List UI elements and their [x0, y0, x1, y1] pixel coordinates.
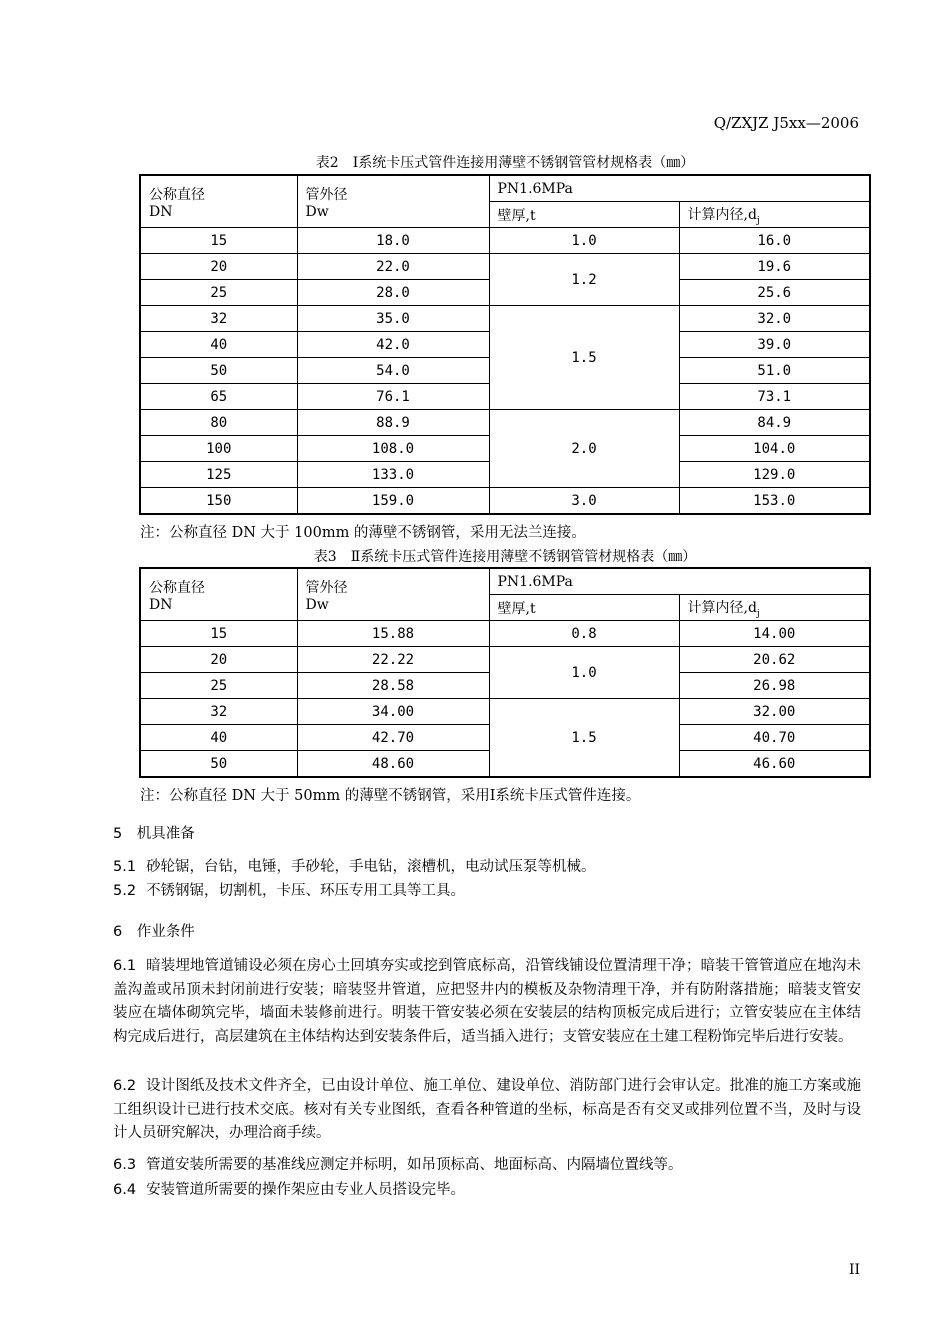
cell-dn: 25	[140, 280, 297, 306]
section5-item-2	[113, 880, 861, 904]
cell-dn: 50	[140, 358, 297, 384]
table-row	[140, 488, 870, 515]
header-dw-line2: Dw	[305, 596, 329, 613]
cell-dw: 35.0	[297, 306, 489, 332]
header-dn	[140, 175, 297, 228]
cell-dw: 22.0	[297, 254, 489, 280]
cell-dw: 34.00	[297, 699, 489, 725]
cell-dn: 20	[140, 254, 297, 280]
cell-t: 0.8	[489, 621, 679, 647]
cell-dj: 14.00	[679, 621, 870, 647]
cell-dj: 16.0	[679, 228, 870, 254]
table3-note: 注：公称直径 DN 大于 50mm 的薄壁不锈钢管，采用Ⅰ系统卡压式管件连接。	[140, 788, 641, 804]
header-pressure: PN1.6MPa	[489, 175, 870, 202]
header-dn	[140, 568, 297, 621]
section6-title: 6 作业条件	[113, 924, 195, 940]
table-row	[140, 699, 870, 725]
table2-caption: 表2 Ⅰ系统卡压式管件连接用薄壁不锈钢管管材规格表（㎜）	[315, 155, 695, 171]
item-number: 5.1	[113, 859, 137, 875]
table3-caption: 表3 Ⅱ系统卡压式管件连接用薄壁不锈钢管管材规格表（㎜）	[313, 549, 697, 565]
table2-note: 注：公称直径 DN 大于 100mm 的薄壁不锈钢管，采用无法兰连接。	[140, 525, 586, 541]
header-inner-diameter	[679, 202, 870, 228]
section5-title: 5 机具准备	[113, 826, 195, 842]
cell-dw: 54.0	[297, 358, 489, 384]
header-inner-diameter-sub: j	[756, 215, 760, 226]
header-dw	[297, 568, 489, 621]
cell-dj: 39.0	[679, 332, 870, 358]
cell-dn: 150	[140, 488, 297, 515]
item-text: 不锈钢锯，切割机，卡压、环压专用工具等工具。	[146, 883, 466, 899]
item-text: 管道安装所需要的基准线应测定并标明，如吊顶标高、地面标高、内隔墙位置线等。	[146, 1157, 683, 1173]
table2	[139, 174, 871, 515]
cell-dj: 84.9	[679, 410, 870, 436]
table3	[139, 567, 871, 778]
cell-dw: 88.9	[297, 410, 489, 436]
header-dn-line2: DN	[149, 596, 173, 613]
item-number: 6.2	[113, 1078, 137, 1094]
cell-dj: 19.6	[679, 254, 870, 280]
cell-dj: 26.98	[679, 673, 870, 699]
header-wall-thickness: 壁厚,t	[489, 595, 679, 621]
item-text: 砂轮锯，台钻，电锤，手砂轮，手电钻，滚槽机，电动试压泵等机械。	[146, 859, 596, 875]
cell-dn: 125	[140, 462, 297, 488]
cell-t: 1.0	[489, 647, 679, 699]
table-row	[140, 647, 870, 673]
cell-dw: 28.58	[297, 673, 489, 699]
cell-dw: 159.0	[297, 488, 489, 515]
cell-dw: 42.0	[297, 332, 489, 358]
cell-t: 2.0	[489, 410, 679, 488]
cell-dj: 20.62	[679, 647, 870, 673]
cell-dn: 25	[140, 673, 297, 699]
cell-t: 1.2	[489, 254, 679, 306]
cell-dw: 42.70	[297, 725, 489, 751]
header-dn-line1: 公称直径	[149, 186, 205, 203]
cell-dj: 73.1	[679, 384, 870, 410]
cell-dw: 18.0	[297, 228, 489, 254]
cell-t: 3.0	[489, 488, 679, 515]
cell-dj: 46.60	[679, 751, 870, 778]
header-dn-line2: DN	[149, 203, 173, 220]
cell-dw: 22.22	[297, 647, 489, 673]
cell-dj: 129.0	[679, 462, 870, 488]
cell-dn: 40	[140, 332, 297, 358]
cell-dn: 100	[140, 436, 297, 462]
page-number: II	[849, 1262, 861, 1278]
cell-dw: 133.0	[297, 462, 489, 488]
cell-dn: 65	[140, 384, 297, 410]
cell-dn: 80	[140, 410, 297, 436]
header-dw-line2: Dw	[305, 203, 329, 220]
header-pressure: PN1.6MPa	[489, 568, 870, 595]
cell-dj: 40.70	[679, 725, 870, 751]
section6-item-2	[113, 1075, 861, 1146]
cell-dn: 15	[140, 228, 297, 254]
item-text: 暗装埋地管道铺设必须在房心土回填夯实或挖到管底标高，沿管线铺设位置清理干净；暗装干管管道应在地沟未盖沟盖或吊顶未封闭前进行安装；暗装竖井管道，应把竖井内的模板及杂物清理干净，并有防附落措施；暗装支管安装应在墙体砌筑完毕，墙面未装修前进行。明装干管安装必须在安装层的结构顶板完成后进行；立管安装应在主体结构完成后进行，高层建筑在主体结构达到安装条件后，适当插入进行；支管安装应在土建工程粉饰完毕后进行安装。	[113, 958, 861, 1045]
section6-item-3	[113, 1154, 861, 1178]
cell-dj: 104.0	[679, 436, 870, 462]
table-row	[140, 410, 870, 436]
cell-dn: 20	[140, 647, 297, 673]
header-inner-diameter-sub: j	[756, 608, 760, 619]
section5-item-1	[113, 856, 861, 880]
table-row	[140, 621, 870, 647]
section6-item-4	[113, 1179, 861, 1203]
cell-t: 1.0	[489, 228, 679, 254]
item-number: 5.2	[113, 883, 137, 899]
header-dw	[297, 175, 489, 228]
cell-dj: 25.6	[679, 280, 870, 306]
section6-item-1	[113, 955, 861, 1049]
table-row	[140, 306, 870, 332]
header-inner-diameter	[679, 595, 870, 621]
cell-dn: 40	[140, 725, 297, 751]
header-inner-diameter-text: 计算内径,d	[687, 206, 757, 223]
cell-dw: 108.0	[297, 436, 489, 462]
cell-dw: 48.60	[297, 751, 489, 778]
cell-dn: 15	[140, 621, 297, 647]
cell-t: 1.5	[489, 699, 679, 778]
cell-dj: 153.0	[679, 488, 870, 515]
table-row	[140, 228, 870, 254]
item-number: 6.4	[113, 1182, 137, 1198]
cell-dw: 76.1	[297, 384, 489, 410]
cell-t: 1.5	[489, 306, 679, 410]
header-inner-diameter-text: 计算内径,d	[687, 599, 757, 616]
header-dw-line1: 管外径	[305, 186, 348, 203]
header-dn-line1: 公称直径	[149, 579, 205, 596]
cell-dw: 28.0	[297, 280, 489, 306]
item-text: 设计图纸及技术文件齐全，已由设计单位、施工单位、建设单位、消防部门进行会审认定。批准的施工方案或施工组织设计已进行技术交底。核对有关专业图纸，查看各种管道的坐标，标高是否有交叉或排列位置不当，及时与设计人员研究解决，办理洽商手续。	[113, 1078, 861, 1141]
table-row	[140, 254, 870, 280]
cell-dj: 32.0	[679, 306, 870, 332]
item-number: 6.1	[113, 958, 137, 974]
cell-dj: 32.00	[679, 699, 870, 725]
header-wall-thickness: 壁厚,t	[489, 202, 679, 228]
item-text: 安装管道所需要的操作架应由专业人员搭设完毕。	[146, 1182, 466, 1198]
cell-dw: 15.88	[297, 621, 489, 647]
cell-dn: 32	[140, 306, 297, 332]
cell-dn: 32	[140, 699, 297, 725]
cell-dj: 51.0	[679, 358, 870, 384]
item-number: 6.3	[113, 1157, 137, 1173]
document-code: Q/ZXJZ J5xx—2006	[713, 114, 859, 132]
cell-dn: 50	[140, 751, 297, 778]
header-dw-line1: 管外径	[305, 579, 348, 596]
